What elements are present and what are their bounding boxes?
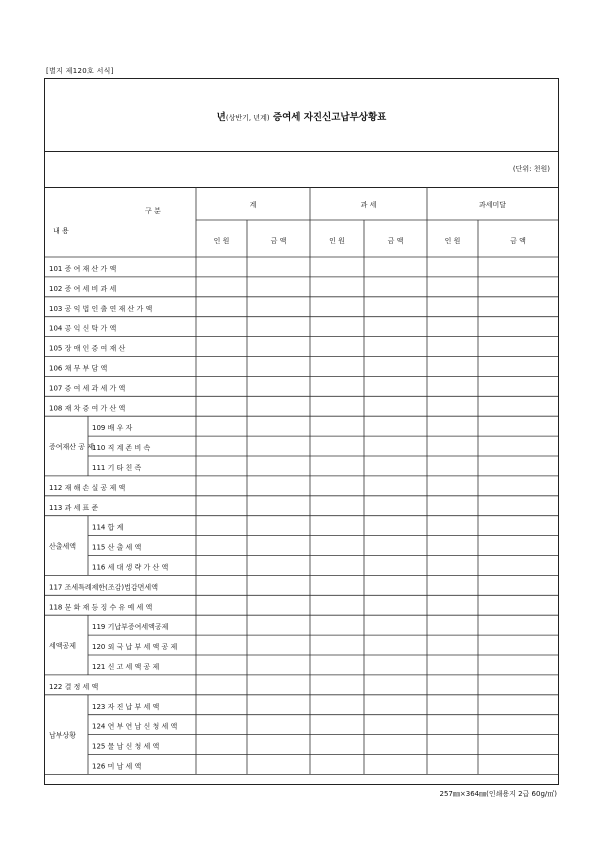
row-label-6: 106 채 무 부 담 액	[49, 364, 108, 373]
header-naeyong: 내 용	[53, 227, 69, 235]
row-label-14: 114 합 계	[92, 523, 124, 532]
row-label-4: 104 공 익 신 탁 가 액	[49, 324, 117, 333]
group-label-19: 세액공제	[49, 642, 77, 651]
row-label-19: 119 기납부증여세액공제	[92, 623, 169, 632]
row-label-11: 111 기 타 친 족	[92, 464, 142, 472]
title-main: 증여세 자진신고납부상황표	[272, 112, 387, 123]
group-label-9: 증여재산 공 제	[49, 443, 95, 452]
row-label-23: 123 자 진 납 부 세 액	[92, 702, 160, 711]
row-label-3: 103 공 익 법 인 출 연 재 산 가 액	[49, 304, 153, 313]
paper-size-note: 257㎜×364㎜(인쇄용지 2급 60g/㎡)	[439, 790, 557, 798]
row-label-1: 101 증 여 재 산 가 액	[49, 265, 117, 273]
row-label-10: 110 직 계 존 비 속	[92, 444, 151, 453]
report-table	[45, 187, 558, 784]
row-label-24: 124 연 부 연 납 신 청 세 액	[92, 722, 178, 731]
row-label-21: 121 신 고 세 액 공 제	[92, 663, 160, 671]
header-sub-5: 인 원	[444, 237, 461, 245]
row-label-25: 125 물 납 신 청 세 액	[92, 742, 160, 751]
header-sub-3: 인 원	[329, 237, 345, 245]
row-label-7: 107 증 여 세 과 세 가 액	[49, 384, 126, 393]
row-label-13: 113 과 세 표 준	[49, 503, 99, 512]
row-label-16: 116 세 대 생 략 가 산 액	[92, 563, 169, 572]
group-label-14: 산출세액	[49, 542, 77, 551]
header-group-2: 과세미달	[478, 201, 507, 209]
unit-label: (단위: 천원)	[512, 165, 550, 173]
row-label-22: 122 결 정 세 액	[49, 682, 99, 691]
unit-row	[45, 151, 558, 188]
form-number: [별지 제120호 서식]	[46, 67, 114, 75]
title-prefix: 년	[216, 112, 226, 123]
row-label-26: 126 미 납 세 액	[92, 762, 142, 771]
row-label-20: 120 외 국 납 부 세 액 공 제	[92, 643, 178, 652]
header-group-1: 과 세	[360, 201, 377, 209]
header-sub-2: 금 액	[270, 237, 287, 245]
title-row	[45, 79, 558, 152]
page-title	[45, 109, 558, 123]
header-sub-6: 금 액	[510, 237, 526, 245]
row-label-2: 102 증 여 세 비 과 세	[49, 284, 117, 293]
row-label-18: 118 문 화 재 등 징 수 유 예 세 액	[49, 603, 153, 612]
row-label-15: 115 산 출 세 액	[92, 543, 142, 552]
row-label-5: 105 장 애 인 증 여 재 산	[49, 344, 126, 353]
group-label-23: 납부상황	[49, 731, 77, 740]
row-label-8: 108 재 차 증 여 가 산 액	[49, 404, 126, 413]
row-label-9: 109 배 우 자	[92, 424, 133, 433]
row-label-12: 112 재 해 손 실 공 제 액	[49, 483, 126, 492]
title-period: (상반기, 년계)	[225, 114, 270, 122]
header-gubun: 구 분	[145, 207, 161, 215]
header-group-0: 계	[249, 201, 257, 209]
row-label-17: 117 조세특례제한(조감)법감면세액	[49, 583, 158, 592]
form-frame	[44, 78, 559, 785]
header-sub-4: 금 액	[387, 237, 404, 245]
header-sub-1: 인 원	[213, 237, 230, 245]
